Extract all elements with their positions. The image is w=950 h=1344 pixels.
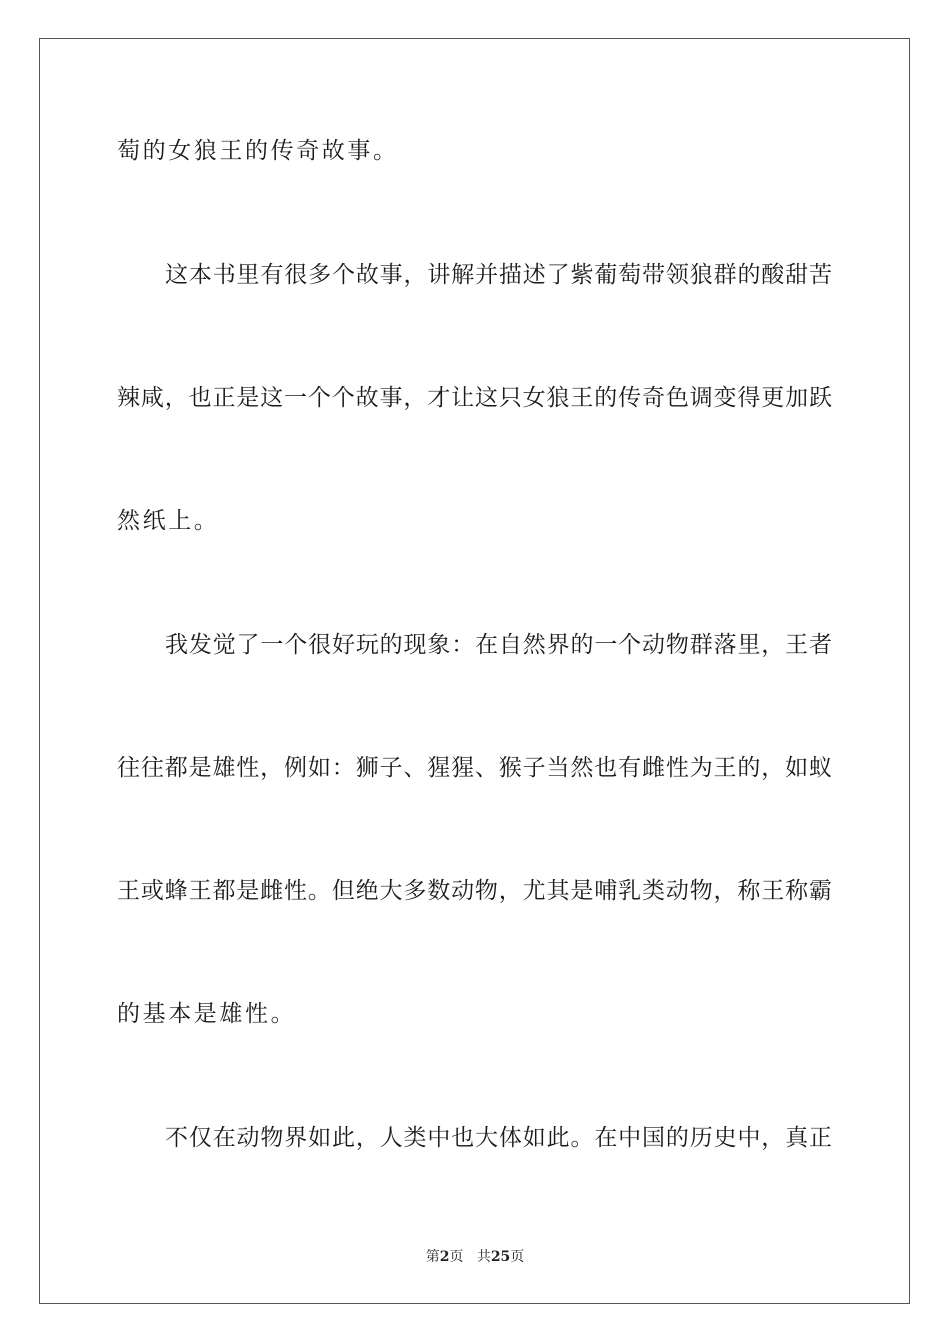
text-line-3: 辣咸，也正是这一个个故事，才让这只女狼王的传奇色调变得更加跃 [117,385,832,411]
page-number: 2 [439,1249,450,1265]
total-prefix: 共 [476,1249,491,1265]
page-footer [0,1247,950,1267]
text-line-5: 我发觉了一个很好玩的现象：在自然界的一个动物群落里，王者 [165,632,832,658]
total-suffix: 页 [510,1249,525,1265]
page-suffix: 页 [449,1249,464,1265]
page-prefix: 第 [425,1249,440,1265]
text-line-4: 然纸上。 [117,508,220,534]
text-line-2: 这本书里有很多个故事，讲解并描述了紫葡萄带领狼群的酸甜苦 [165,262,832,288]
text-line-8: 的基本是雄性。 [117,1001,297,1027]
page-border [39,38,910,1304]
text-line-1: 萄的女狼王的传奇故事。 [117,138,399,164]
text-line-6: 往往都是雄性，例如：狮子、猩猩、猴子当然也有雌性为王的，如蚁 [117,755,832,781]
text-line-7: 王或蜂王都是雌性。但绝大多数动物，尤其是哺乳类动物，称王称霸 [117,878,832,904]
text-line-9: 不仅在动物界如此，人类中也大体如此。在中国的历史中，真正 [165,1125,832,1151]
total-pages: 25 [490,1249,511,1265]
